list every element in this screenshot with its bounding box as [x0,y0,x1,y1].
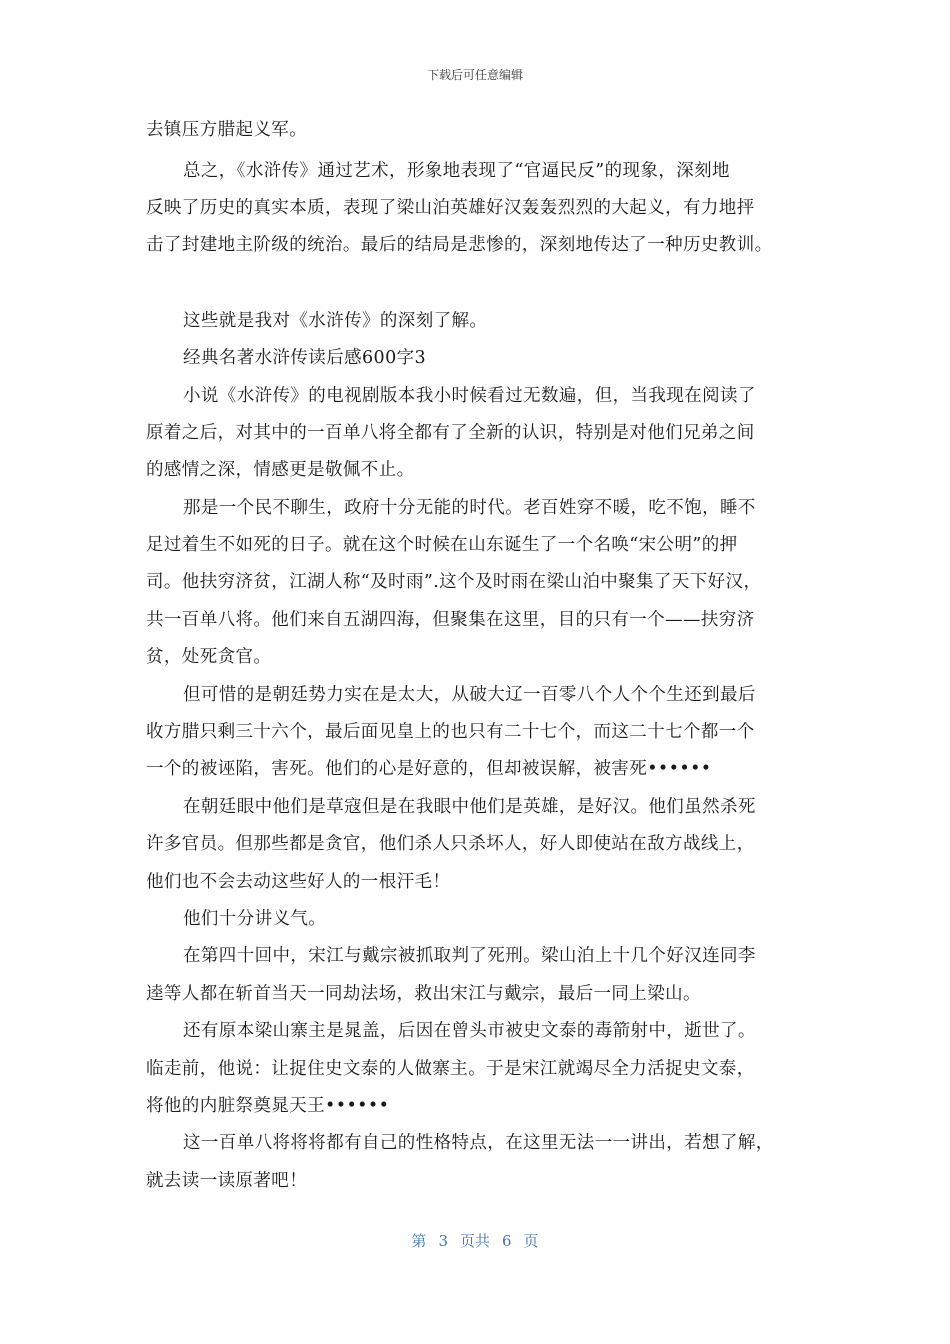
text-line: 原着之后，对其中的一百单八将全都有了全新的认识，特别是对他们兄弟之间 [146,423,755,443]
text-line: 足过着生不如死的日子。就在这个时候在山东诞生了一个名唤“宋公明”的押 [146,535,738,555]
footer-total-pages: 6 [502,1232,512,1250]
text-line: 将他的内脏祭奠晁天王•••••• [146,1096,390,1116]
text-line: 这些就是我对《水浒传》的深刻了解。 [183,311,488,331]
text-line: 但可惜的是朝廷势力实在是太大，从破大辽一百零八个人个个生还到最后 [183,685,756,705]
text-line: 贫，处死贪官。 [146,647,272,667]
text-line: 临走前，他说：让捉住史文泰的人做寨主。于是宋江就竭尽全力活捉史文泰， [146,1059,755,1079]
text-line: 逵等人都在斩首当天一同劫法场，救出宋江与戴宗，最后一同上梁山。 [146,984,701,1004]
text-line: 一个的被诬陷，害死。他们的心是好意的，但却被误解，被害死•••••• [146,759,712,779]
text-line: 击了封建地主阶级的统治。最后的结局是悲惨的，深刻地传达了一种历史教训。 [146,235,773,255]
text-line: 他们十分讲义气。 [183,909,327,929]
text-line: 共一百单八将。他们来自五湖四海，但聚集在这里，目的只有一个——扶穷济 [146,610,755,630]
text-line: 还有原本梁山寨主是晁盖，后因在曾头市被史文泰的毒箭射中，逝世了。 [183,1021,756,1041]
text-line: 在朝廷眼中他们是草寇但是在我眼中他们是英雄，是好汉。他们虽然杀死 [183,797,756,817]
text-line: 在第四十回中，宋江与戴宗被抓取判了死刑。梁山泊上十几个好汉连同李 [183,946,756,966]
section-heading: 经典名著水浒传读后感600字3 [183,348,427,368]
text-line: 就去读一读原著吧！ [146,1171,308,1191]
footer-mid: 页共 [459,1232,490,1250]
text-line: 他们也不会去动这些好人的一根汗毛！ [146,872,451,892]
text-line: 司。他扶穷济贫，江湖人称“及时雨”.这个及时雨在梁山泊中聚集了天下好汉， [146,572,762,592]
text-line: 的感情之深，情感更是敬佩不止。 [146,460,415,480]
page-footer [0,1230,950,1251]
text-line: 收方腊只剩三十六个，最后面见皇上的也只有二十七个，而这二十七个都一个 [146,722,755,742]
text-line: 那是一个民不聊生，政府十分无能的时代。老百姓穿不暖，吃不饱，睡不 [183,498,756,518]
footer-suffix: 页 [523,1232,539,1250]
text-line: 小说《水浒传》的电视剧版本我小时候看过无数遍，但，当我现在阅读了 [183,386,756,406]
text-line: 总之，《水浒传》通过艺术，形象地表现了“官逼民反”的现象，深刻地 [183,161,730,181]
page-header: 下载后可任意编辑 [426,68,523,82]
text-line: 许多官员。但那些都是贪官，他们杀人只杀坏人，好人即使站在敌方战线上， [146,834,755,854]
text-line: 这一百单八将将将都有自己的性格特点，在这里无法一一讲出，若想了解， [183,1133,774,1153]
footer-prefix: 第 [411,1232,427,1250]
text-line: 去镇压方腊起义军。 [146,120,308,140]
text-line: 反映了历史的真实本质，表现了梁山泊英雄好汉轰轰烈烈的大起义，有力地抨 [146,198,755,218]
footer-page-number: 3 [438,1232,448,1250]
